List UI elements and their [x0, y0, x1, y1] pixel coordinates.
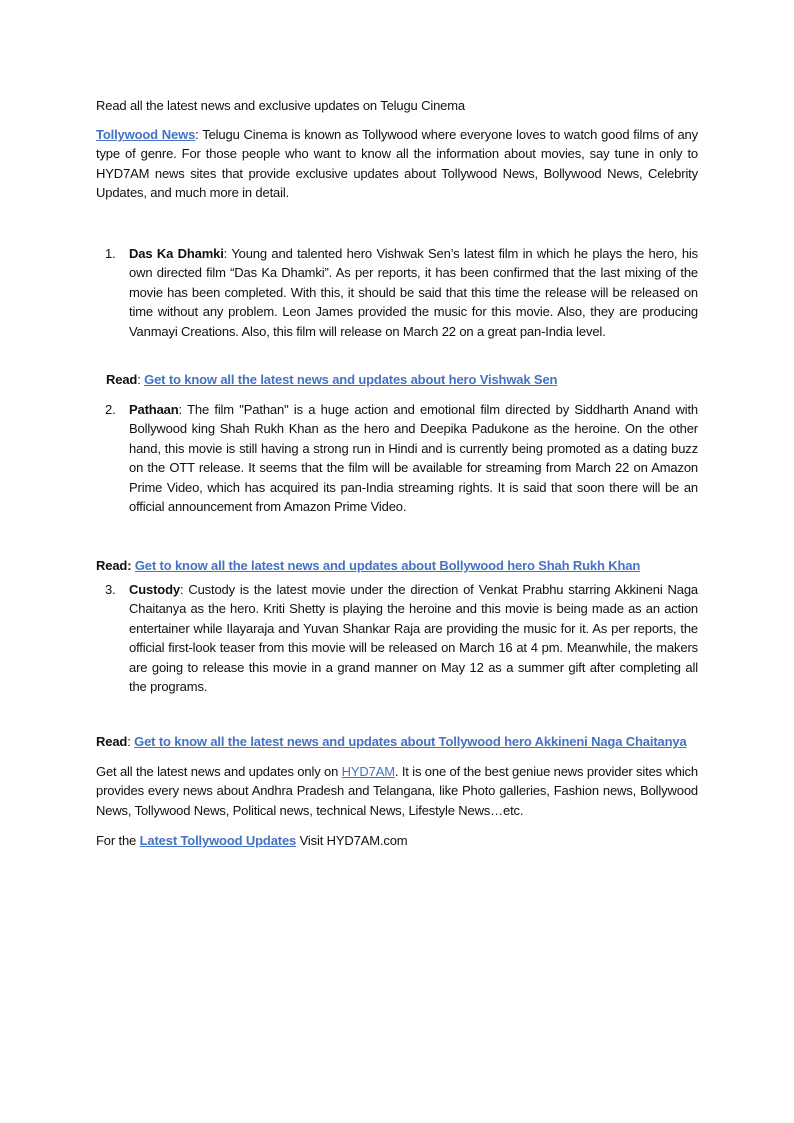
hyd7am-link[interactable]: HYD7AM [341, 764, 395, 779]
outro-text: . It is one of the best geniue news provider sites which provides every news about Andhra Pradesh and Telangana, like Photo galleries, Fashion news, Bollywood News, Tollywood News, Political news, technical News, Lifestyle News…etc. [96, 764, 698, 818]
list-number: 3. [105, 582, 116, 597]
tollywood-news-link[interactable]: Tollywood News [96, 127, 196, 142]
footer-line [96, 831, 698, 850]
item-text: : The film "Pathan" is a huge action and emotional film directed by Siddharth Anand with Bollywood king Shah Rukh Khan as the hero and Deepika Padukone as the heroine. On the other hand, this movie is still having a strong run in Hindi and is currently being promoted as a dating buzz on the OTT release. It seems that the film will be available for streaming from March 22 on Amazon Prime Video, which has acquired its pan-India streaming rights. It is said that soon there will be an official announcement from Amazon Prime Video. [129, 402, 698, 515]
outro-paragraph [96, 762, 698, 820]
naga-chaitanya-link[interactable]: Get to know all the latest news and updates about Tollywood hero Akkineni Naga Chaitanya [134, 734, 687, 749]
read-label: Read: [96, 558, 132, 573]
read-label: Read [106, 372, 138, 387]
read-label: Read [96, 734, 128, 749]
outro-text: Get all the latest news and updates only on [96, 764, 342, 779]
separator: : [127, 734, 135, 749]
footer-text: For the [96, 833, 140, 848]
list-number: 2. [105, 402, 116, 417]
shah-rukh-khan-link[interactable]: Get to know all the latest news and updates about Bollywood hero Shah Rukh Khan [134, 558, 641, 573]
intro-paragraph [96, 125, 698, 203]
read-line-2 [96, 556, 698, 575]
item-text: : Custody is the latest movie under the direction of Venkat Prabhu starring Akkineni Naga Chaitanya as the hero. Kriti Shetty is playing the heroine and this movie is being made as an action entertainer while Ilayaraja and Yuvan Shankar Raja are providing the music for it. As per reports, the official first-look teaser from this movie will be released on March 16 at 4 pm. Meanwhile, the makers are going to release this movie in a grand manner on May 12 as a summer gift after completing all the programs. [129, 582, 698, 695]
latest-tollywood-updates-link[interactable]: Latest Tollywood Updates [139, 833, 297, 848]
footer-text: Visit HYD7AM.com [296, 833, 408, 848]
read-line-1 [106, 370, 708, 389]
list-number: 1. [105, 246, 116, 261]
item-title: Das Ka Dhamki [129, 246, 224, 261]
separator: : [137, 372, 145, 387]
vishwak-sen-link[interactable]: Get to know all the latest news and updates about hero Vishwak Sen [144, 372, 558, 387]
list-item-1 [105, 244, 698, 341]
item-title: Custody [129, 582, 180, 597]
paragraph-text: : Telugu Cinema is known as Tollywood where everyone loves to watch good films of any type of genre. For those people who want to know all the information about movies, say tune in only to HYD7AM news sites that provide exclusive updates about Tollywood News, Bollywood News, Celebrity Updates, and much more in detail. [96, 127, 698, 201]
item-text: : Young and talented hero Vishwak Sen’s latest film in which he plays the hero, his own directed film “Das Ka Dhamki”. As per reports, it has been confirmed that the last mixing of the movie has been completed. With this, it should be said that this time the release will be released on time without any problem. Leon James provided the music for this movie. Also, they are producing Vanmayi Creations. Also, this film will release on March 22 on a great pan-India level. [129, 246, 698, 339]
list-item-2 [105, 400, 698, 516]
list-item-3 [105, 580, 698, 696]
intro-text: Read all the latest news and exclusive updates on Telugu Cinema [96, 98, 465, 113]
item-title: Pathaan [129, 402, 179, 417]
read-line-3 [96, 732, 698, 751]
